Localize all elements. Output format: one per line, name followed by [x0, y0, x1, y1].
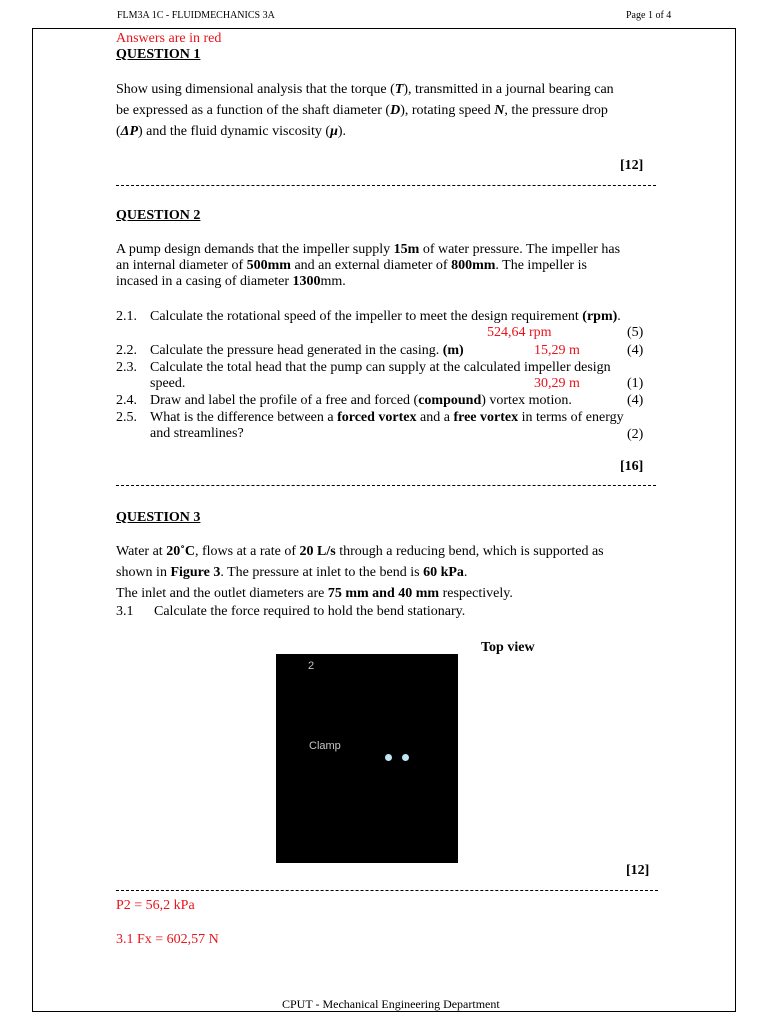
points-2-1: (5): [627, 325, 644, 340]
answer-2-3: 30,29 m: [534, 376, 580, 391]
answers-note: Answers are in red: [116, 31, 222, 46]
question-3-1-number: 3.1: [116, 604, 134, 619]
question-1-title: QUESTION 1: [116, 47, 201, 62]
question-2-marks: [16]: [620, 459, 644, 474]
divider: [116, 185, 656, 186]
question-2-text: A pump design demands that the impeller supply 15m of water pressure. The impeller has an internal diameter of 500mm and an external diameter of 800mm. The impeller is incased in a casing of diameter 1300mm.: [116, 242, 621, 289]
answer-2-2: 15,29 m: [534, 343, 580, 358]
answer-2-1: 524,64 rpm: [487, 325, 552, 340]
points-2-2: (4): [627, 343, 644, 358]
question-2-item-2-5: 2.5. What is the difference between a forced vortex and a free vortex in terms of energy and streamlines?: [116, 410, 624, 441]
figure-caption: Top view: [481, 640, 535, 655]
question-2-item-2-1: 2.1. Calculate the rotational speed of the impeller to meet the design requirement (rpm).: [116, 309, 621, 324]
question-1-text: Show using dimensional analysis that the torque (T), transmitted in a journal bearing can be expressed as a function of the shaft diameter (D), rotating speed N, the pressure drop (ΔP) and the fluid dynamic viscosity (μ).: [116, 82, 614, 139]
question-2-item-2-2: 2.2. Calculate the pressure head generated in the casing. (m): [116, 343, 464, 358]
header-page-number: Page 1 of 4: [626, 10, 672, 21]
figure-3-image: [276, 654, 458, 863]
question-2-item-2-3: 2.3. Calculate the total head that the pump can supply at the calculated impeller design speed.: [116, 360, 611, 391]
figure-label-2: 2: [308, 660, 315, 672]
header-course-code: FLM3A 1C - FLUIDMECHANICS 3A: [117, 10, 275, 21]
points-2-3: (1): [627, 376, 644, 391]
question-1-marks: [12]: [620, 158, 644, 173]
question-3-1-text: Calculate the force required to hold the bend stationary.: [154, 604, 466, 619]
divider: [116, 485, 656, 486]
divider: [116, 890, 658, 891]
question-2-item-2-4: 2.4. Draw and label the profile of a free and forced (compound) vortex motion.: [116, 393, 572, 408]
question-3-title: QUESTION 3: [116, 510, 201, 525]
points-2-4: (4): [627, 393, 644, 408]
clamp-bolt-marker: [402, 754, 409, 761]
figure-label-clamp: Clamp: [309, 740, 341, 752]
footer-department: CPUT - Mechanical Engineering Department: [282, 997, 500, 1011]
question-2-title: QUESTION 2: [116, 208, 201, 223]
question-3-text: Water at 20˚C, flows at a rate of 20 L/s through a reducing bend, which is supported as shown in Figure 3. The pressure at inlet to the bend is 60 kPa. The inlet and the outlet diameters are 75 mm and 40 mm respectively.: [116, 544, 604, 601]
answer-3-1: 3.1 Fx = 602,57 N: [116, 932, 219, 947]
points-2-5: (2): [627, 427, 644, 442]
question-3-marks: [12]: [626, 863, 650, 878]
clamp-bolt-marker: [385, 754, 392, 761]
answer-p2: P2 = 56,2 kPa: [116, 898, 195, 913]
